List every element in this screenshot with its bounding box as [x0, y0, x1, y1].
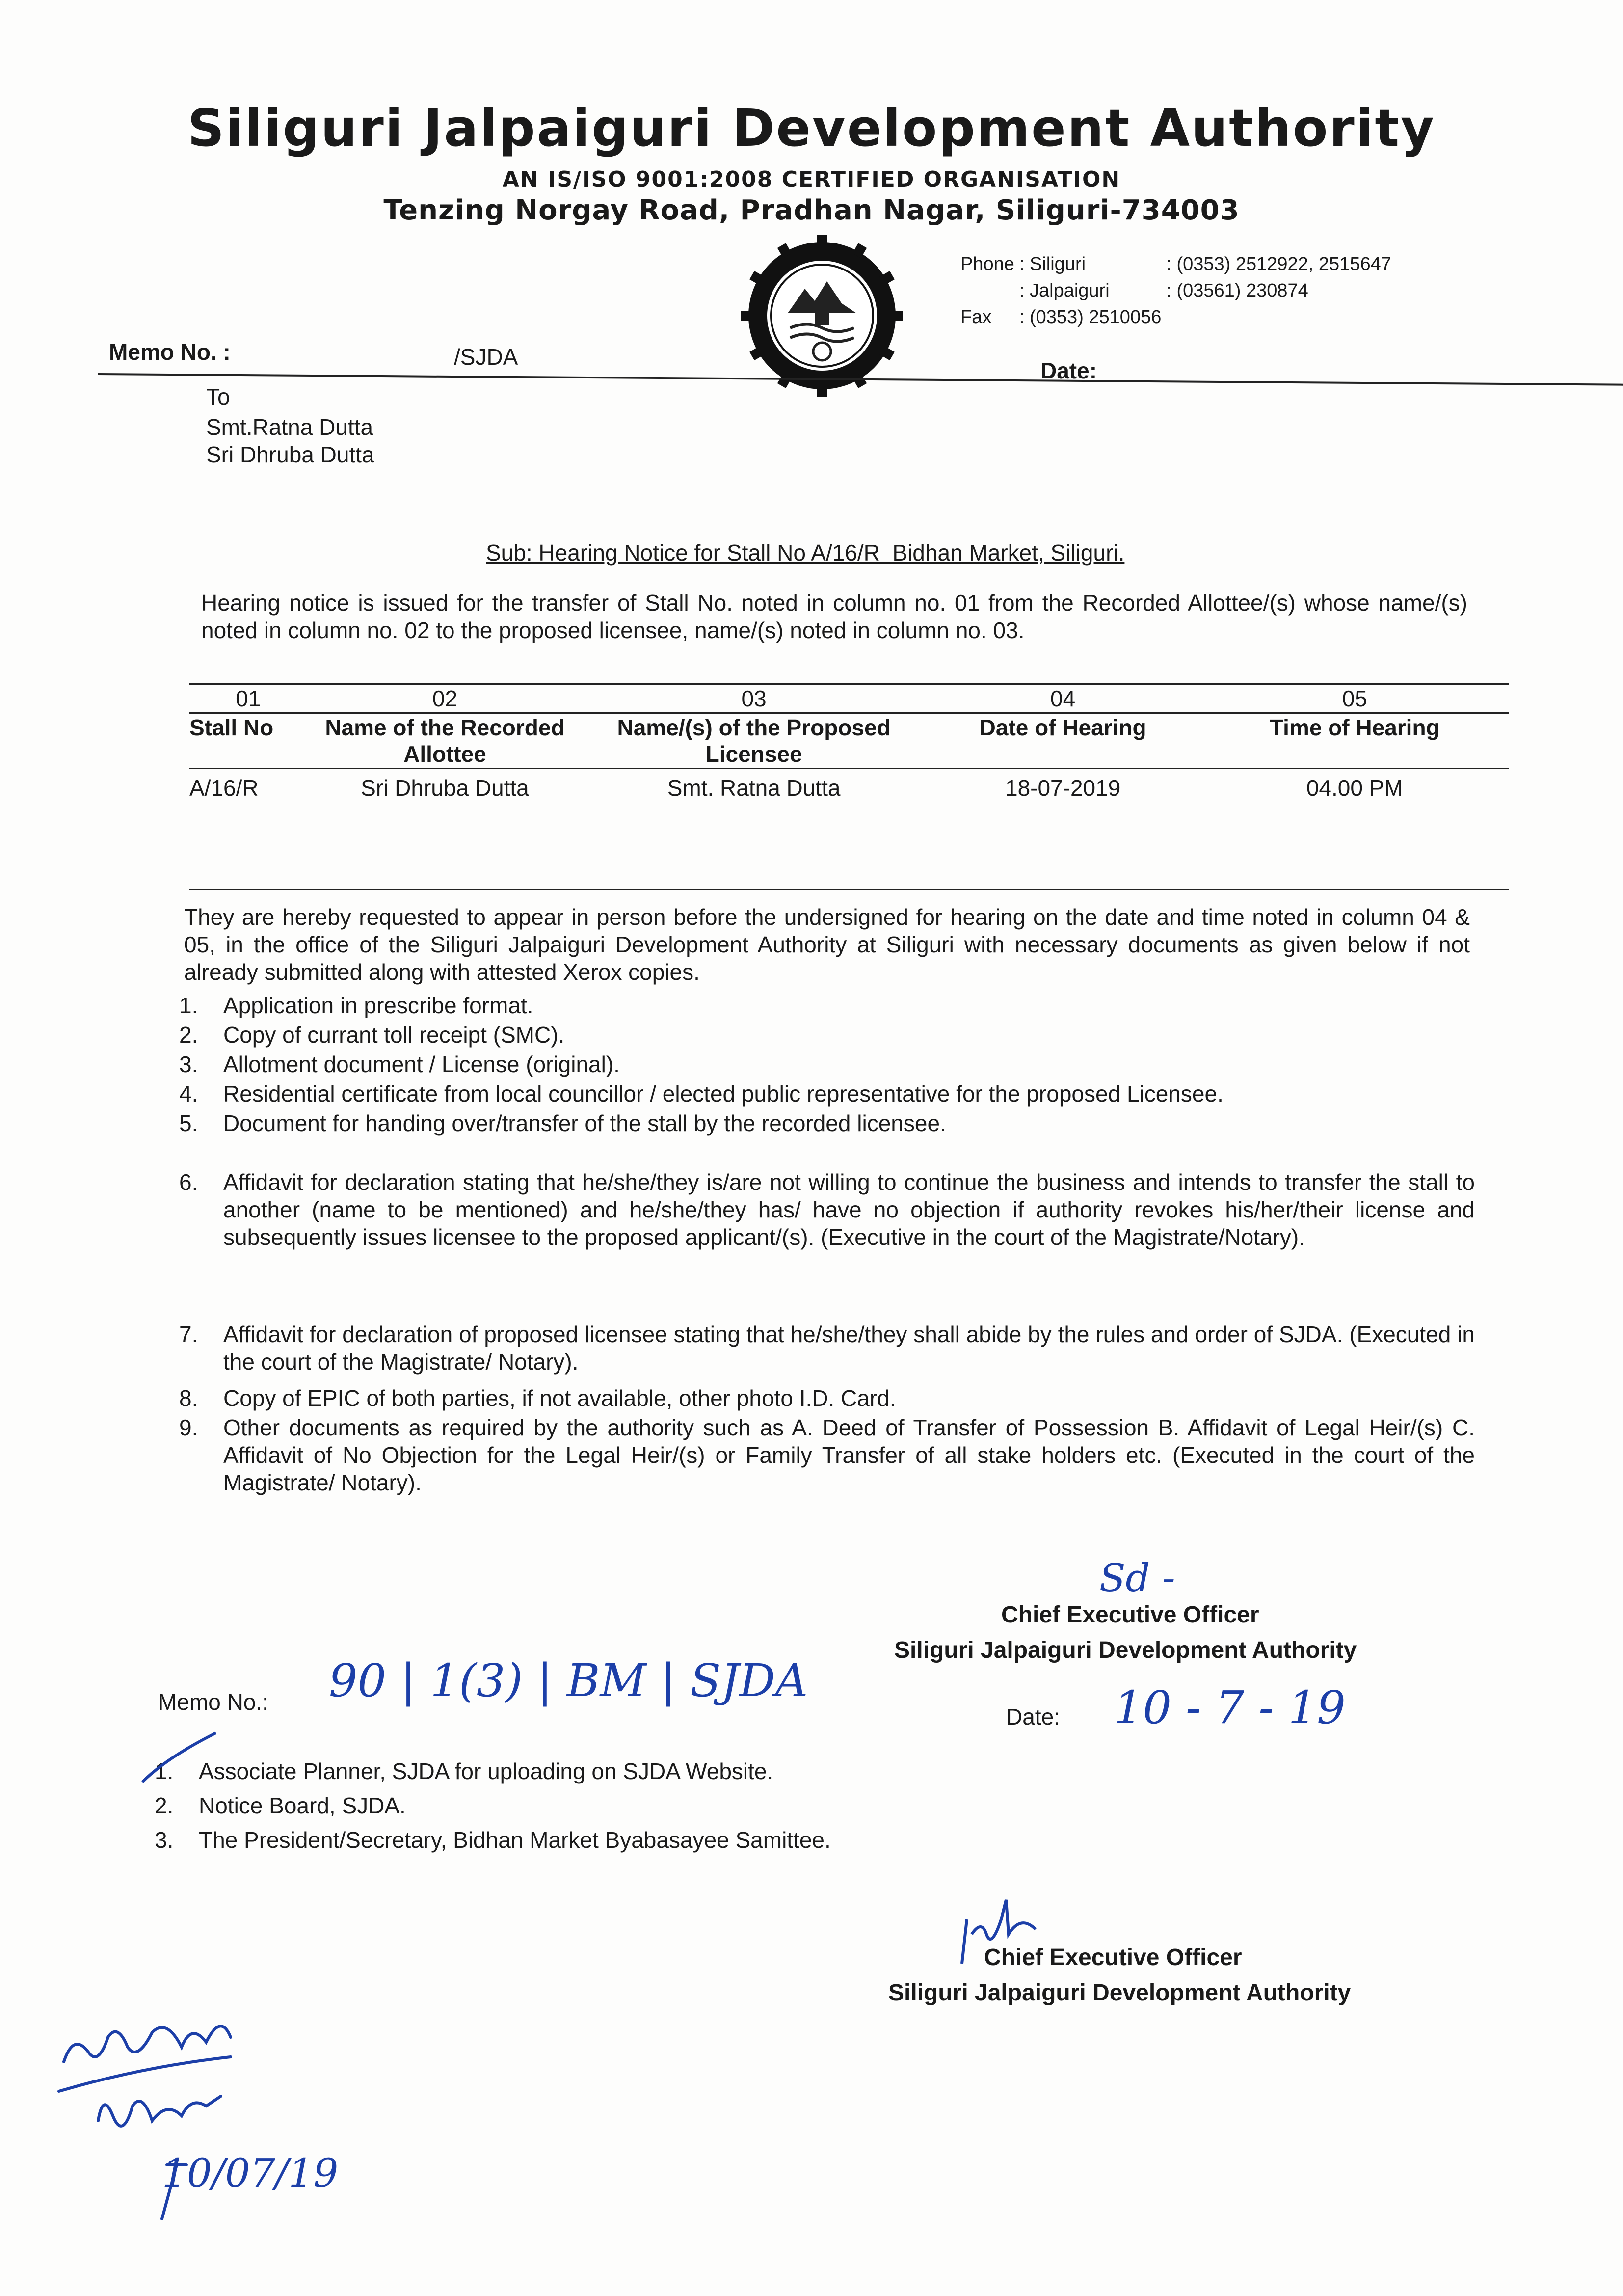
certification-line: AN IS/ISO 9001:2008 CERTIFIED ORGANISATION [502, 167, 1121, 192]
subject-line: Sub: Hearing Notice for Stall No A/16/R Bidhan Market, Siliguri. [486, 540, 1125, 566]
sjda-emblem-icon [741, 235, 903, 397]
signatory2-title: Chief Executive Officer [984, 1945, 1242, 1971]
request-paragraph: They are hereby requested to appear in person before the undersigned for hearing on the date and time noted in column 04 & 05, in the office of the Siliguri Jalpaiguri Development Authority at Siliguri with necessary documents as given below if not already submitted along with attested Xerox copies. [184, 904, 1470, 985]
org-address: Tenzing Norgay Road, Pradhan Nagar, Siliguri-734003 [383, 194, 1240, 226]
fax-label: Fax [960, 307, 992, 327]
fax-number: : (0353) 2510056 [1019, 307, 1162, 327]
table-bottom-rule [189, 889, 1509, 890]
contact-place: : Siliguri [1019, 254, 1086, 274]
org-name: Siliguri Jalpaiguri Development Authority [187, 98, 1436, 158]
col-number: 05 [1342, 686, 1367, 711]
intro-paragraph: Hearing notice is issued for the transfer of Stall No. noted in column no. 01 from the Recorded Allottee/(s) whose name/(s) noted in column no. 02 to the proposed licensee, name/(s) noted in column no. 03. [201, 590, 1467, 643]
table-row [189, 774, 1509, 802]
header-date: Date of Hearing [979, 715, 1146, 740]
header-allottee: Name of the Recorded Allottee [325, 715, 565, 767]
memo-suffix: /SJDA [454, 344, 518, 370]
cell-date: 18-07-2019 [1005, 775, 1121, 801]
cell-time: 04.00 PM [1306, 775, 1403, 801]
contact-number: : (03561) 230874 [1166, 280, 1308, 301]
signature-mark: Sd - [1099, 1556, 1175, 1600]
phone-label: Phone [960, 254, 1014, 274]
header-time: Time of Hearing [1269, 715, 1440, 740]
addressee-name: Smt.Ratna Dutta [206, 414, 373, 440]
header-stall-no: Stall No [189, 715, 274, 740]
margin-note-date: 10/07/19 [162, 2150, 339, 2196]
memo-date-label: Date: [1040, 358, 1097, 383]
col-number: 01 [236, 686, 261, 711]
cell-licensee: Smt. Ratna Dutta [667, 775, 841, 801]
memo-label: Memo No. : [109, 339, 231, 365]
header-licensee: Name/(s) of the Proposed Licensee [617, 715, 891, 767]
copies-list: 1. Associate Planner, SJDA for uploading on SJDA Website. 2. Notice Board, SJDA. 3. The President/Secretary, Bidhan Market Byabasayee Samittee. [155, 1758, 831, 1853]
col-number: 02 [432, 686, 458, 711]
stall-table [189, 685, 1509, 802]
signatory-title: Chief Executive Officer [1001, 1602, 1259, 1628]
to-label: To [206, 384, 230, 409]
margin-note-scribble-icon [44, 1993, 319, 2268]
cell-allottee: Sri Dhruba Dutta [361, 775, 529, 801]
memo2-label: Memo No.: [158, 1689, 268, 1715]
memo2-date-label: Date: [1006, 1704, 1060, 1729]
documents-list: 1. Application in prescribe format. 2. Copy of currant toll receipt (SMC). 3. Allotment document / License (original). 4. Residential certificate from local councillor / elected public representative for the proposed Licensee. 5. Document for handing over/transfer of the stall by the recorded licensee. 6. Affidavit for declaration stating that he/she/they is/are not willing to continue the business and intends to transfer the stall to another (name to be mentioned) and he/she/they has/ have no objection if authority revokes his/her/their license and subsequently issues licensee to the proposed applicant/(s). (Executive in the court of the Magistrate/Notary). 7. Affidavit for declaration of proposed licensee stating that he/she/they shall abide by the rules and order of SJDA. (Executed in the court of the Magistrate/ Notary). 8. Copy of EPIC of both parties, if not available, other photo I.D. Card. 9. Other documents as required by the authority such as A. Deed of Transfer of Possession B. Affidavit of Legal Heir/(s) C. Affidavit of No Objection for the Legal Heir/(s) or Family Transfer of all stake holders etc. (Executed in the court of the Magistrate/ Notary). [179, 993, 1475, 1495]
addressee-name: Sri Dhruba Dutta [206, 442, 374, 467]
contact-number: : (0353) 2512922, 2515647 [1166, 254, 1391, 274]
contact-block [959, 250, 1396, 331]
memo2-handwritten-number: 90 | 1(3) | BM | SJDA [329, 1654, 808, 1707]
signatory2-org: Siliguri Jalpaiguri Development Authority [888, 1980, 1351, 2006]
col-number: 03 [741, 686, 767, 711]
col-number: 04 [1050, 686, 1076, 711]
contact-place: : Jalpaiguri [1019, 280, 1110, 301]
cell-stall-no: A/16/R [189, 775, 259, 801]
addressee-block [206, 383, 374, 468]
checkmark-icon [137, 1728, 221, 1787]
memo2-handwritten-date: 10 - 7 - 19 [1114, 1681, 1346, 1734]
signatory-org: Siliguri Jalpaiguri Development Authority [894, 1637, 1357, 1663]
